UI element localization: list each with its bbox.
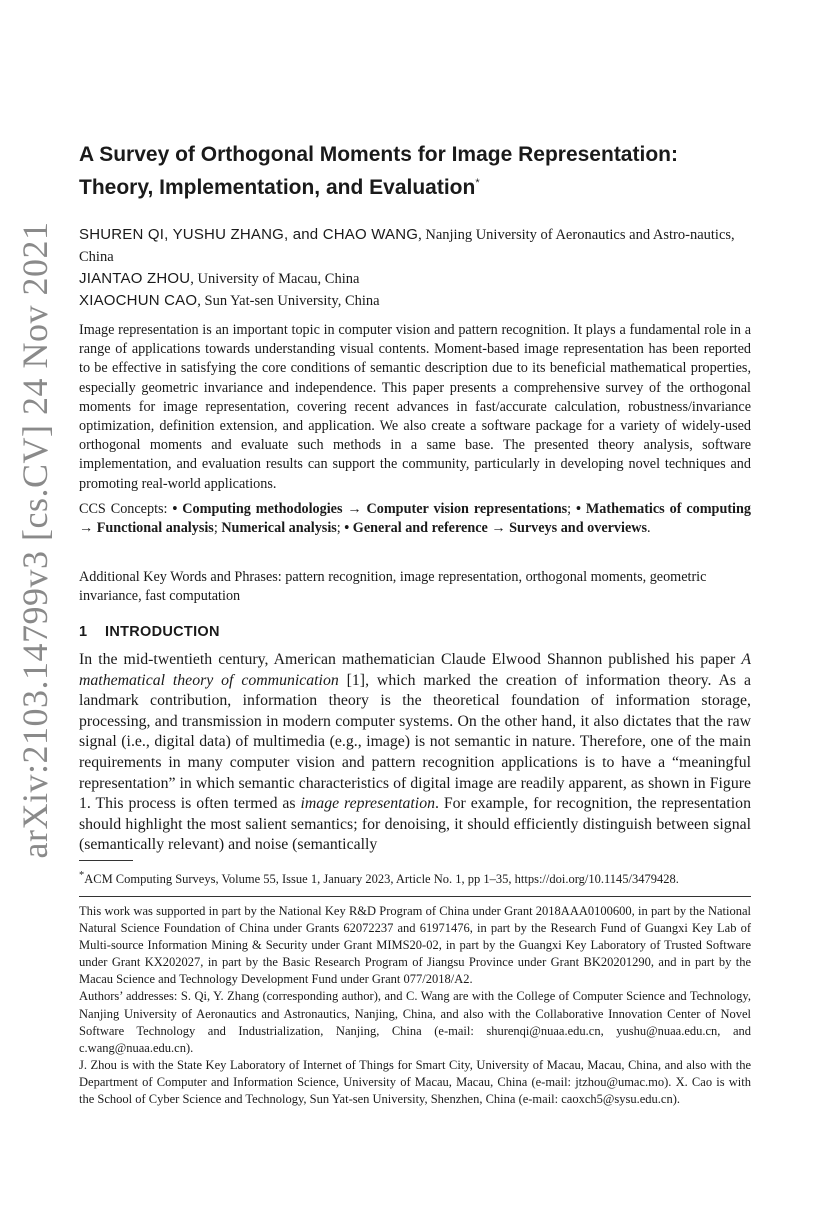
author-line [79, 268, 751, 290]
title-footnote-mark: * [475, 177, 480, 189]
author-names: SHUREN QI, YUSHU ZHANG, and CHAO WANG [79, 226, 419, 243]
author-affiliation: , Nanjing University of Aeronautics and Astro-nautics, China [79, 227, 735, 265]
section-number: 1 [79, 624, 88, 640]
ccs-concept: Numerical analysis [221, 520, 337, 537]
ccs-separator: ; [213, 520, 222, 537]
introduction-paragraph [79, 650, 751, 856]
author-names: XIAOCHUN CAO [79, 292, 198, 309]
ccs-separator: ; [567, 501, 576, 517]
title-line-2: Theory, Implementation, and Evaluation [79, 176, 476, 199]
funding-and-addresses [79, 903, 751, 1108]
title-line-1: A Survey of Orthogonal Moments for Image Representation: [79, 143, 678, 166]
author-line [79, 290, 751, 312]
ccs-end: . [647, 520, 651, 537]
author-affiliation: , University of Macau, China [190, 271, 360, 287]
keywords: Additional Key Words and Phrases: pattern recognition, image representation, orthogonal moments, geometric invariance, fast computation [79, 569, 707, 605]
ccs-concept: • Computing methodologies → Computer vision representations [172, 501, 568, 517]
ccs-concepts [79, 500, 751, 538]
paper-title [79, 140, 751, 202]
author-names: JIANTAO ZHOU [79, 270, 191, 287]
funding-paragraph: This work was supported in part by the National Key R&D Program of China under Grant 2018AAA0100600, in part by the National Natural Science Foundation of China under Grants 62072237 and 61971476, in part by the Research Fund of Guangxi Key Lab of Multi-source Information Mining & Security under Grant MIMS20-02, in part by the Guangxi Key Laboratory of Trusted Software under Grant KX202027, in part by the Basic Research Program of Jiangsu Province under Grant BK20201290, and in part by the Macau Science and Technology Development Fund under Grant 077/2018/A2. [79, 904, 751, 987]
arxiv-sidebar-stamp [10, 221, 60, 859]
funding-divider [79, 896, 751, 897]
footnote [79, 867, 751, 888]
author-affiliation: , Sun Yat-sen University, China [197, 293, 380, 309]
ccs-label: CCS Concepts: [79, 501, 173, 517]
footnote-mark: * [79, 870, 85, 881]
address-paragraph: J. Zhou is with the State Key Laboratory of Internet of Things for Smart City, University of Macau, Macau, China, and also with the Department of Computer and Information Science, University of Macau, Macau, China (e-mail: jtzhou@umac.mo). X. Cao is with the School of Cyber Science and Technology, Sun Yat-sen University, Shenzhen, China (e-mail: caoxch5@sysu.edu.cn). [79, 1057, 751, 1107]
ccs-concept: • Mathematics of computing → Functional analysis [79, 501, 751, 537]
author-line [79, 224, 751, 268]
author-block [79, 224, 751, 312]
intro-text: . For example, for recognition, the representation should highlight the most salient semantics; for denoising, it should efficiently distinguish between signal (semantically relevant) and noise (semantically [79, 795, 751, 854]
section-title: INTRODUCTION [105, 624, 220, 640]
ccs-concept: • General and reference → Surveys and overviews [344, 520, 648, 537]
address-paragraph: Authors’ addresses: S. Qi, Y. Zhang (corresponding author), and C. Wang are with the College of Computer Science and Technology, Nanjing University of Aeronautics and Astronautics, Nanjing, China, and also with the Collaborative Innovation Center of Novel Software Technology and Industrialization, Nanjing, China (e-mail: shurenqi@nuaa.edu.cn, yushu@nuaa.edu.cn, and c.wang@nuaa.edu.cn). [79, 989, 751, 1055]
ccs-separator: ; [336, 520, 345, 537]
intro-text: In the mid-twentieth century, American mathematician Claude Elwood Shannon published his paper [79, 651, 742, 668]
intro-text: [1], which marked the creation of information theory. As a landmark contribution, information theory is the theoretical foundation of information storage, processing, and transmission in modern computer systems. On the other hand, it also dictates that the raw signal (i.e., digital data) of multimedia (e.g., image) is not semantic in nature. Therefore, one of the main requirements in many computer vision and pattern recognition applications is to have a “meaningful representation” in which semantic characteristics of digital image are readily apparent, as shown in Figure 1. This process is often termed as [79, 671, 751, 813]
cited-work-title: A mathematical theory of communication [79, 651, 751, 689]
section-heading [79, 624, 220, 640]
abstract: Image representation is an important topic in computer vision and pattern recognition. It plays a fundamental role in a range of applications towards understanding visual contents. Moment-based image representation has been reported to be effective in satisfying the core conditions of semantic description due to its beneficial mathematical properties, especially geometric invariance and independence. This paper presents a comprehensive survey of the orthogonal moments for image representation, covering recent advances in fast/accurate calculation, robustness/invariance optimization, definition extension, and application. We also create a software package for a variety of widely-used orthogonal moments and evaluate such methods in a same base. The presented theory analysis, software implementation, and evaluation results can support the community, particularly in developing novel techniques and promoting real-world applications. [79, 322, 751, 492]
emphasized-term: image representation [300, 795, 435, 813]
footnote-text: ACM Computing Surveys, Volume 55, Issue 1, January 2023, Article No. 1, pp 1–35, https://doi.org/10.1145/3479428. [84, 872, 679, 887]
arxiv-identifier: arXiv:2103.14799v3 [cs.CV] 24 Nov 2021 [15, 221, 55, 859]
footnote-divider [79, 860, 133, 861]
